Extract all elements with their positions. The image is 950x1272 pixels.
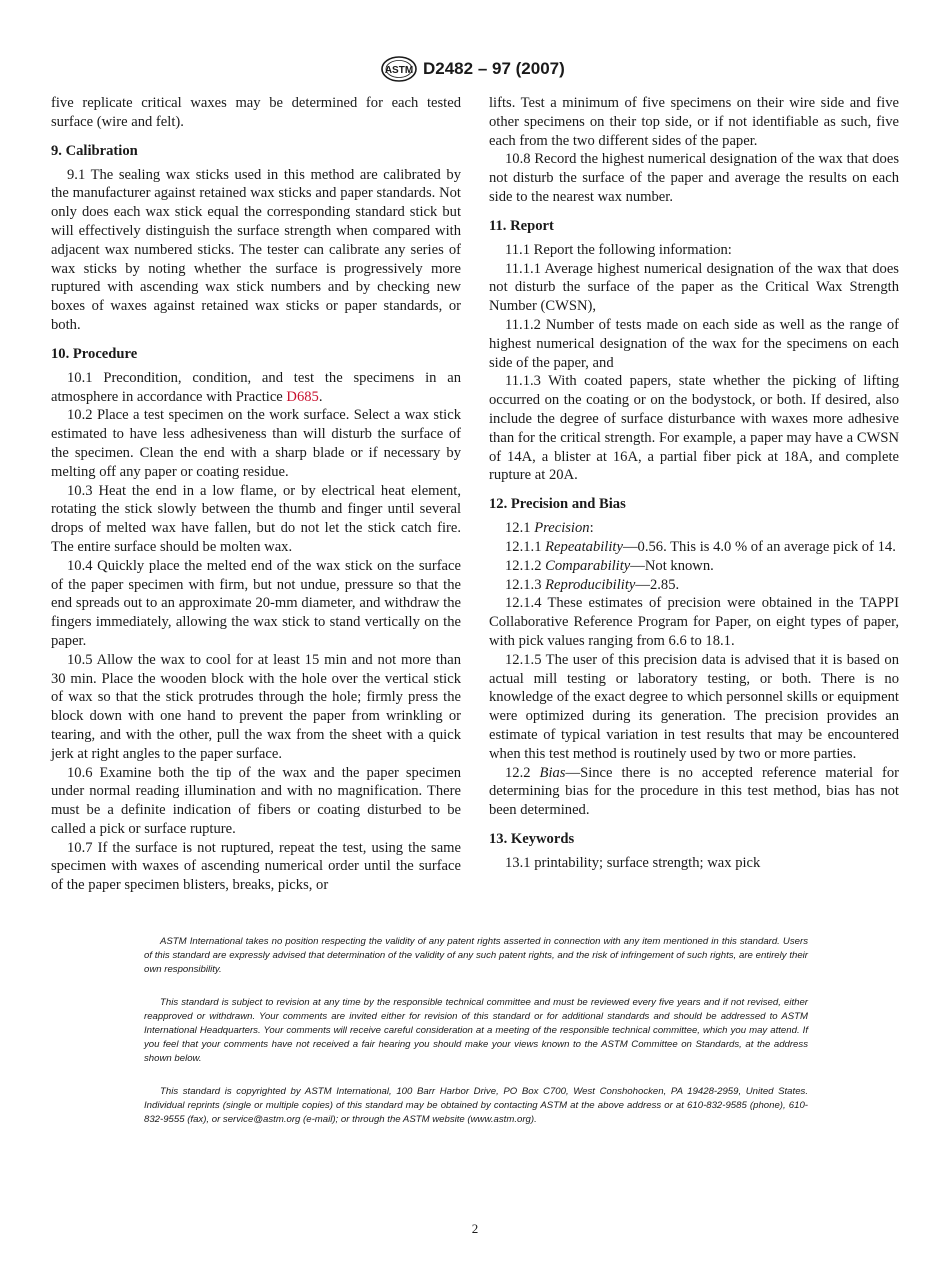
left-column [51, 94, 461, 895]
paragraph-12-1-4: 12.1.4 These estimates of precision were obtained in the TAPPI Collaborative Reference Program for Paper, on eight types of paper, with pick values ranging from 6.6 to 18.1. [489, 595, 899, 649]
paragraph-10-1: 10.1 Precondition, condition, and test the specimens in an atmosphere in accordance with Practice D685. [51, 369, 461, 405]
paragraph-13-1: 13.1 printability; surface strength; wax pick [505, 854, 761, 871]
revision-notice: This standard is subject to revision at any time by the responsible technical committee and must be reviewed every five years and if not revised, either reapproved or withdrawn. Your comments are invited either for revision of this standard or for additional standards and should be addressed to ASTM International Headquarters. Your comments will receive careful consideration at a meeting of the responsible technical committee, which you may attend. If you feel that your comments have not received a fair hearing you should make your views known to the ASTM Committee on Standards, at the address shown below. [144, 997, 808, 1064]
section-13-heading: 13. Keywords [489, 830, 575, 847]
page-number: 2 [471, 1221, 479, 1236]
section-11-heading: 11. Report [489, 217, 554, 234]
astm-logo-icon [380, 56, 418, 82]
section-12-heading: 12. Precision and Bias [489, 496, 626, 513]
paragraph-10-7: 10.7 If the surface is not ruptured, repeat the test, using the same specimen with waxes of ascending numerical order until the surface of the paper specimen blisters, breaks, picks, or [51, 839, 461, 894]
svg-text:ASTM: ASTM [384, 65, 414, 76]
paragraph-11-1-2: 11.1.2 Number of tests made on each side as well as the range of highest numerical designation of the wax for the specimens on each side of the paper, and [489, 316, 899, 371]
document-designation: D2482 – 97 (2007) [423, 59, 565, 78]
paragraph-10-5: 10.5 Allow the wax to cool for at least 15 min and not more than 30 min. Place the wooden block with the hole over the vertical stick of wax so that the stick protrudes through the hole; firmly press the block down with one hand to prevent the paper from wrinkling or tearing, and with the other, pull the wax from the sheet with a quick jerk at right angles to the paper surface. [51, 651, 461, 762]
paragraph-9-1: 9.1 The sealing wax sticks used in this method are calibrated by the manufacturer against retained wax sticks and paper standards. Not only does each wax stick equal the corresponding standard stick but will effectively distinguish the surface strength when compared with adjacent wax numbered sticks. The tester can calibrate any series of wax sticks by noting whether the surface is progressively more ruptured with ascending wax stick numbers and by checking new boxes of waxes against retained wax sticks or paper standards, or both. [51, 166, 461, 333]
section-10-heading: 10. Procedure [51, 345, 138, 362]
paragraph-10-8: 10.8 Record the highest numerical designation of the wax that does not disturb the surface of the paper and average the results on each side to the nearest wax number. [489, 151, 899, 205]
paragraph-11-1-1: 11.1.1 Average highest numerical designation of the wax that does not disturb the surface of the paper as the Critical Wax Strength Number (CWSN), [489, 260, 899, 315]
paragraph-continuation: five replicate critical waxes may be determined for each tested surface (wire and felt). [51, 95, 461, 130]
paragraph-11-1: 11.1 Report the following information: [505, 241, 732, 258]
paragraph-12-1-2: 12.1.2 Comparability—Not known. [505, 557, 714, 574]
practice-d685-link[interactable]: D685 [286, 388, 319, 405]
patent-notice: ASTM International takes no position respecting the validity of any patent rights asserted in connection with any item mentioned in this standard. Users of this standard are expressly advised that determination of the validity of any such patent rights, and the risk of infringement of such rights, are entirely their own responsibility. [144, 936, 808, 975]
paragraph-12-1-3: 12.1.3 Reproducibility—2.85. [505, 576, 680, 593]
paragraph-11-1-3: 11.1.3 With coated papers, state whether the picking of lifting occurred on the coating or on the bodystock, or both. If desired, also include the degree of surface disturbance with waxes more adhesive than for the critical strength. For example, a paper may have a CWSN of 14A, a blister at 16A, a partial fiber pick at 18A, and complete rupture at 20A. [489, 373, 899, 484]
section-9-heading: 9. Calibration [51, 142, 138, 159]
paragraph-12-1-1: 12.1.1 Repeatability—0.56. This is 4.0 % of an average pick of 14. [505, 538, 896, 555]
paragraph-10-2: 10.2 Place a test specimen on the work surface. Select a wax stick estimated to have less adhesiveness than will disturb the surface of the specimen. Clean the end with a sharp blade or if necessary by melting off any paper or coating residue. [51, 407, 461, 480]
paragraph-12-1-5: 12.1.5 The user of this precision data is advised that it is based on actual mill testing or laboratory testing, or both. There is no knowledge of the exact degree to which personnel skills or equipment were optimized during its generation. The precision provides an estimate of typical variation in test results that may be encountered when this test method is routinely used by two or more parties. [489, 651, 899, 762]
paragraph-continuation: lifts. Test a minimum of five specimens on their wire side and five other specimens on their top side, or if not identifiable as such, five each from the two different sides of the paper. [489, 95, 899, 149]
paragraph-10-6: 10.6 Examine both the tip of the wax and the paper specimen under normal reading illumination and with no magnification. There must be a definite indication of fibers or coating disturbed to be called a pick or surface rupture. [51, 764, 461, 837]
copyright-notice: This standard is copyrighted by ASTM International, 100 Barr Harbor Drive, PO Box C700, West Conshohocken, PA 19428-2959, United States. Individual reprints (single or multiple copies) of this standard may be obtained by contacting ASTM at the above address or at 610-832-9585 (phone), 610-832-9555 (fax), or service@astm.org (e-mail); or through the ASTM website (www.astm.org). [144, 1086, 808, 1125]
paragraph-10-4: 10.4 Quickly place the melted end of the wax stick on the surface of the paper specimen with firm, but not undue, pressure so that the end spreads out to an approximate 20-mm diameter, and withdraw the fingers immediately, allowing the wax stick to stand vertically on the paper. [51, 557, 461, 649]
right-column [489, 94, 899, 873]
paragraph-12-2: 12.2 Bias—Since there is no accepted reference material for determining bias for the procedure in this test method, bias has not been determined. [489, 764, 900, 819]
paragraph-10-3: 10.3 Heat the end in a low flame, or by electrical heat element, rotating the stick slowly between the thumb and finger until several drops of melted wax have fallen, but do not let the stick catch fire. The entire surface should be molten wax. [51, 482, 461, 555]
page-header [0, 56, 950, 86]
paragraph-12-1: 12.1 Precision: [505, 520, 594, 537]
